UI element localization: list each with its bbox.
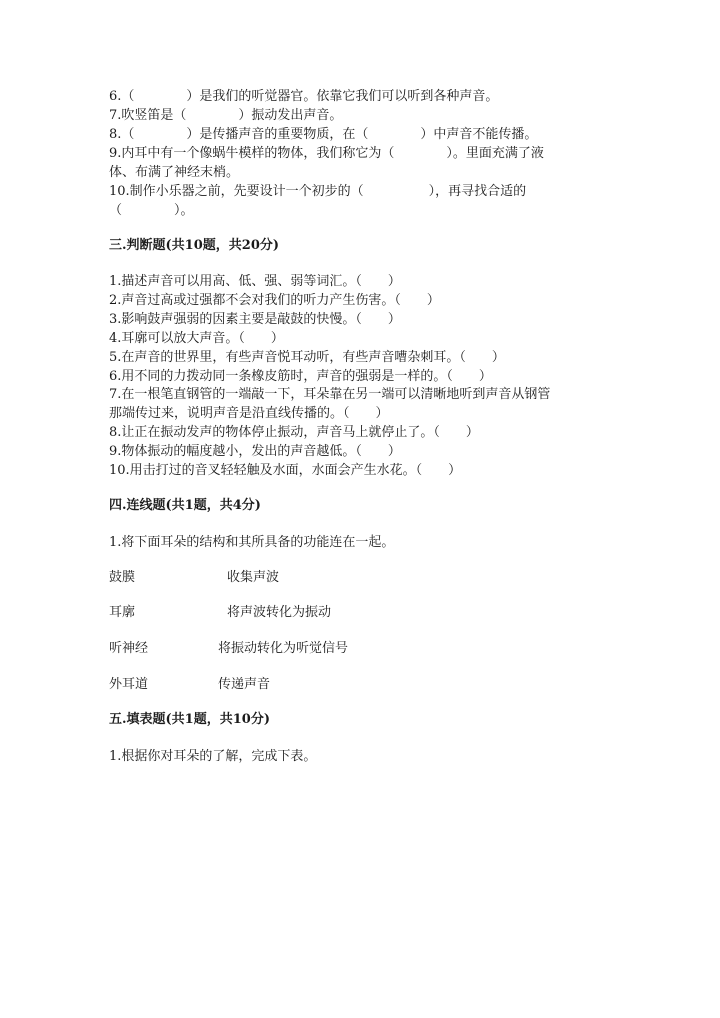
fill-blank-q10-line1: 10.制作小乐器之前，先要设计一个初步的（ ），再寻找合适的 bbox=[109, 184, 527, 199]
judge-item-7-line2: 那端传过来，说明声音是沿直线传播的。（ ） bbox=[109, 406, 389, 421]
section-4-title: 四.连线题(共1题，共4分) bbox=[109, 498, 261, 513]
fill-blank-q9-line1: 9.内耳中有一个像蜗牛模样的物体，我们称它为（ ）。里面充满了液 bbox=[109, 146, 544, 161]
fill-blank-q8: 8.（ ）是传播声音的重要物质，在（ ）中声音不能传播。 bbox=[109, 127, 538, 142]
fill-blank-q6: 6.（ ）是我们的听觉器官。依靠它我们可以听到各种声音。 bbox=[109, 89, 499, 104]
judge-item-6: 6.用不同的力拨动同一条橡皮筋时，声音的强弱是一样的。（ ） bbox=[109, 369, 492, 384]
match-left-2: 耳廓 bbox=[109, 605, 136, 620]
fill-blank-q10-line2: （ ）。 bbox=[109, 203, 194, 218]
matching-question: 1.将下面耳朵的结构和其所具备的功能连在一起。 bbox=[109, 535, 395, 550]
match-left-3: 听神经 bbox=[109, 641, 149, 656]
table-question: 1.根据你对耳朵的了解，完成下表。 bbox=[109, 749, 317, 764]
judge-item-3: 3.影响鼓声强弱的因素主要是敲鼓的快慢。（ ） bbox=[109, 312, 401, 327]
judge-item-1: 1.描述声音可以用高、低、强、弱等词汇。（ ） bbox=[109, 274, 401, 289]
match-right-4: 传递声音 bbox=[218, 677, 271, 692]
match-right-1: 收集声波 bbox=[227, 570, 280, 585]
section-5-title: 五.填表题(共1题，共10分) bbox=[109, 712, 270, 727]
section-3-title: 三.判断题(共10题，共20分) bbox=[109, 238, 280, 253]
match-left-4: 外耳道 bbox=[109, 677, 149, 692]
judge-item-2: 2.声音过高或过强都不会对我们的听力产生伤害。（ ） bbox=[109, 293, 440, 308]
judge-item-10: 10.用击打过的音叉轻轻触及水面，水面会产生水花。（ ） bbox=[109, 463, 462, 478]
fill-blank-q9-line2: 体、布满了神经末梢。 bbox=[109, 165, 240, 180]
fill-blank-q7: 7.吹竖笛是（ ）振动发出声音。 bbox=[109, 108, 343, 123]
judge-item-9: 9.物体振动的幅度越小，发出的声音越低。（ ） bbox=[109, 444, 401, 459]
match-left-1: 鼓膜 bbox=[109, 570, 136, 585]
judge-item-4: 4.耳廓可以放大声音。（ ） bbox=[109, 331, 284, 346]
match-right-3: 将振动转化为听觉信号 bbox=[218, 641, 349, 656]
match-right-2: 将声波转化为振动 bbox=[227, 605, 332, 620]
judge-item-7-line1: 7.在一根笔直钢管的一端敲一下，耳朵靠在另一端可以清晰地听到声音从钢管 bbox=[109, 387, 551, 402]
judge-item-5: 5.在声音的世界里，有些声音悦耳动听，有些声音嘈杂刺耳。（ ） bbox=[109, 350, 505, 365]
judge-item-8: 8.让正在振动发声的物体停止振动，声音马上就停止了。（ ） bbox=[109, 425, 479, 440]
